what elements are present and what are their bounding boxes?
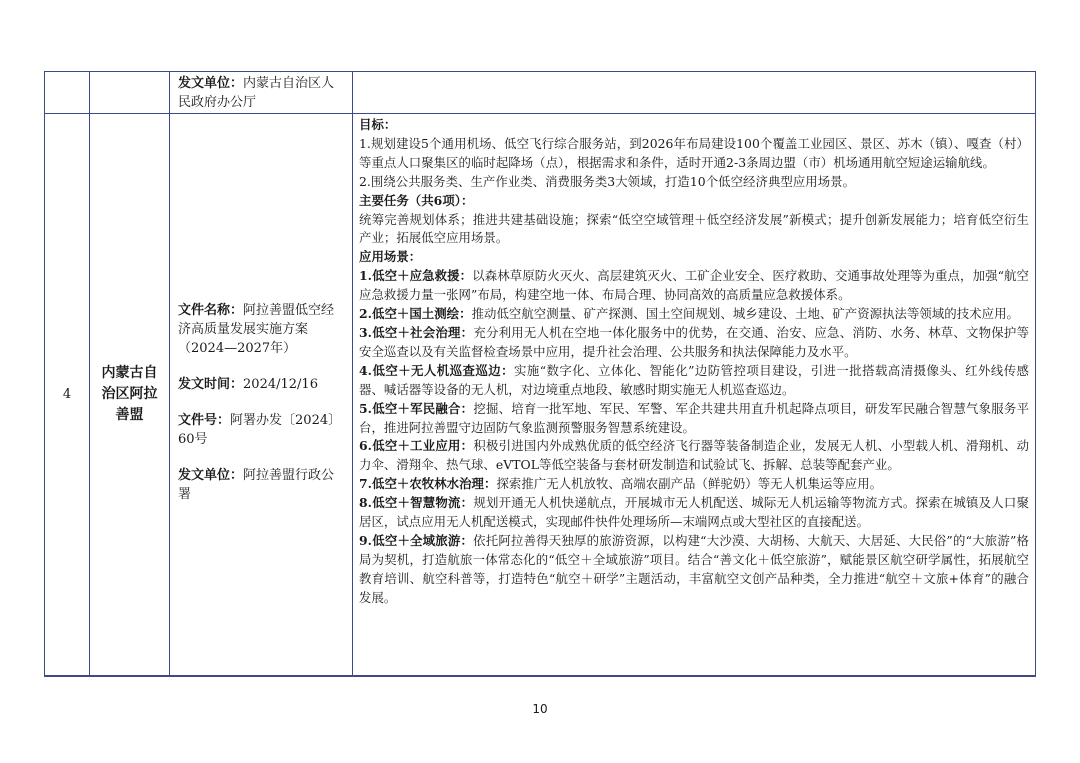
issuer-value: 阿拉善盟行政公署 — [178, 468, 335, 503]
scene-text: 挖掘、培育一批军地、军民、军警、军企共建共用直升机起降点项目，研发军民融合智慧气象服务平台，推进阿拉善盟守边固防气象监测预警服务智慧系统建设。 — [359, 400, 1030, 435]
scenes-heading: 应用场景： — [359, 249, 422, 265]
scene-title: 1.低空＋应急救援： — [359, 268, 473, 284]
region-name: 内蒙古自治区阿拉善盟 — [101, 364, 158, 423]
doc-number: 文件号：阿署办发〔2024〕60号 — [178, 413, 342, 448]
region-cell-empty — [90, 72, 170, 114]
issue-time-label: 发文时间 — [178, 377, 231, 393]
scene-title: 7.低空＋农牧林水治理： — [359, 476, 497, 492]
issuer-line: 发文单位：内蒙古自治区人民政府办公厅 — [178, 76, 335, 110]
scene-text: 探索推广无人机放牧、高端农副产品（鲜驼奶）等无人机集运等应用。 — [496, 476, 883, 492]
goal-heading: 目标： — [359, 117, 397, 132]
scene-title: 6.低空＋工业应用： — [359, 438, 474, 454]
scene-text: 以森林草原防火灭火、高层建筑灭火、工矿企业安全、医疗救助、交通事故处理等为重点，加强“航空应急救援力量一张网”布局，构建空地一体、布局合理、协同高效的高质量应急救援体系。 — [359, 268, 1029, 303]
scene-title: 5.低空＋军民融合： — [359, 400, 474, 416]
content-cell-empty — [353, 72, 1036, 114]
scene-item — [359, 267, 1029, 305]
scene-item — [359, 305, 1029, 324]
scene-title: 8.低空＋智慧物流： — [359, 495, 474, 511]
scene-item — [359, 437, 1029, 475]
page-number: 10 — [532, 702, 548, 716]
region-cell — [90, 114, 170, 676]
goal-item: 2.围绕公共服务类、生产作业类、消费服务类3大领域，打造10个低空经济典型应用场景。 — [359, 173, 856, 189]
scene-title: 4.低空＋无人机巡查巡边： — [359, 362, 514, 378]
doc-no-value: 阿署办发〔2024〕60号 — [178, 413, 342, 448]
scene-title: 9.低空＋全域旅游： — [359, 532, 474, 548]
row-index: 4 — [45, 114, 90, 676]
doc-no-label: 文件号 — [178, 413, 218, 429]
issuer: 发文单位：阿拉善盟行政公署 — [178, 468, 335, 503]
scene-item — [359, 475, 1029, 494]
goal-item: 1.规划建设5个通用机场、低空飞行综合服务站，到2026年布局建设100个覆盖工业园区、景区、苏木（镇）、嘎查（村）等重点人口聚集区的临时起降场（点），根据需求和条件，适时开通2-3条周边盟（市）机场通用航空短途运输航线。 — [359, 135, 1029, 170]
scene-title: 3.低空＋社会治理： — [359, 324, 474, 340]
table-row-4 — [45, 114, 1036, 676]
scene-item — [359, 532, 1029, 608]
issuer-value: 内蒙古自治区人民政府办公厅 — [178, 76, 335, 110]
tasks-heading: 主要任务（共6项）： — [359, 192, 474, 208]
scene-text: 充分利用无人机在空地一体化服务中的优势，在交通、治安、应急、消防、水务、林草、文物保护等安全巡查以及有关监督检查场景中应用，提升社会治理、公共服务和执法保障能力及水平。 — [359, 324, 1030, 359]
scene-title: 2.低空＋国土测绘： — [359, 306, 472, 322]
scene-item — [359, 494, 1029, 532]
issuer-label: 发文单位 — [178, 468, 231, 484]
meta-cell — [170, 114, 353, 676]
scene-item — [359, 362, 1029, 400]
issue-time-value: 2024/12/16 — [243, 377, 318, 393]
tasks-text: 统筹完善规划体系；推进共建基础设施；探索“低空空域管理＋低空经济发展”新模式；提升创新发展能力；培育低空衍生产业；拓展低空应用场景。 — [359, 211, 1029, 246]
issue-time: 发文时间：2024/12/16 — [178, 377, 318, 393]
scene-item — [359, 400, 1029, 438]
table-row-previous — [45, 72, 1036, 114]
scene-text: 依托阿拉善得天独厚的旅游资源，以构建“大沙漠、大胡杨、大航天、大居延、大民俗”的“大旅游”格局为契机，打造航旅一体常态化的“低空＋全域旅游”项目。结合“善文化＋低空旅游”，赋能景区航空研学属性，拓展航空教育培训、航空科普等，打造特色“航空＋研学”主题活动，丰富航空文创产品种类，全力推进“航空＋文旅+体育”的融合发展。 — [359, 532, 1029, 605]
policy-table — [44, 71, 1036, 677]
doc-name-label: 文件名称 — [178, 303, 231, 319]
scene-text: 推动低空航空测量、矿产探测、国土空间规划、城乡建设、土地、矿产资源执法等领域的技术应用。 — [471, 306, 1019, 322]
content-cell — [353, 114, 1036, 676]
scene-text: 实施“数字化、立体化、智能化”边防管控项目建设，引进一批搭载高清摄像头、红外线传感器、喊话器等设备的无人机，对边境重点地段、敏感时期实施无人机巡查巡边。 — [359, 362, 1029, 397]
issuer-label: 发文单位 — [178, 76, 231, 91]
index-cell-empty — [45, 72, 90, 114]
scene-text: 规划开通无人机快递航点，开展城市无人机配送、城际无人机运输等物流方式。探索在城镇及人口聚居区，试点应用无人机配送模式，实现邮件快件处理场所—末端网点或大型社区的直接配送。 — [359, 495, 1030, 530]
scene-text: 积极引进国内外成熟优质的低空经济飞行器等装备制造企业，发展无人机、小型载人机、滑翔机、动力伞、滑翔伞、热气球、eVTOL等低空装备与套材研发制造和试验试飞、拆解、总装等配套产业。 — [359, 438, 1030, 473]
scene-item — [359, 324, 1029, 362]
meta-cell-previous — [170, 72, 353, 114]
doc-name: 文件名称：阿拉善盟低空经济高质量发展实施方案（2024—2027年） — [178, 303, 335, 357]
doc-name-value: 阿拉善盟低空经济高质量发展实施方案（2024—2027年） — [178, 303, 335, 357]
